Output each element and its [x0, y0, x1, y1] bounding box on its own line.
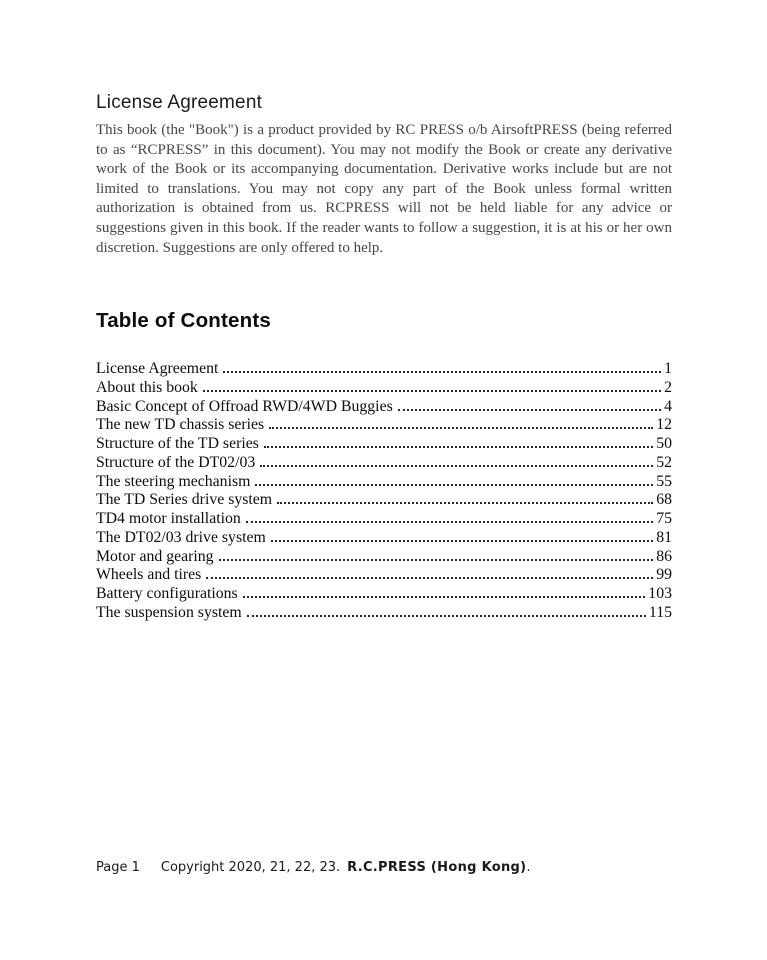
dot-leader: [255, 484, 653, 486]
dot-leader: [223, 371, 661, 373]
toc-entry-page: 68: [656, 491, 672, 509]
toc-entry[interactable]: [96, 435, 672, 454]
dot-leader: [264, 446, 653, 448]
toc-entry-title: The new TD chassis series: [96, 416, 265, 434]
page-footer: [96, 860, 530, 875]
dot-leader: [247, 615, 646, 617]
toc-entry-page: 1: [664, 360, 672, 377]
toc-entry-title: Wheels and tires: [96, 566, 202, 584]
toc-entry-title: Basic Concept of Offroad RWD/4WD Buggies: [96, 397, 393, 415]
table-of-contents-heading: Table of Contents: [96, 309, 271, 332]
toc-entry[interactable]: [96, 416, 672, 435]
toc-entry-title: TD4 motor installation: [96, 510, 241, 527]
toc-entry-title: Structure of the DT02/03: [96, 453, 256, 471]
toc-entry-page: 12: [656, 416, 672, 434]
toc-entry-title: The DT02/03 drive system: [96, 528, 266, 546]
dot-leader: [219, 559, 654, 561]
toc-entry-page: 86: [656, 547, 672, 565]
toc-entry-title: Battery configurations: [96, 585, 238, 602]
toc-entry-title: The steering mechanism: [96, 472, 251, 490]
toc-entry-page: 81: [656, 528, 672, 546]
toc-entry-page: 115: [648, 603, 672, 621]
toc-entry-page: 4: [664, 397, 672, 415]
toc-entry-page: 2: [664, 378, 672, 396]
dot-leader: [206, 577, 653, 579]
toc-entry[interactable]: [96, 491, 672, 510]
dot-leader: [260, 465, 653, 467]
dot-leader: [277, 502, 653, 504]
dot-leader: [246, 521, 653, 523]
toc-entry-page: 75: [656, 510, 672, 527]
dot-leader: [203, 390, 661, 392]
dot-leader: [271, 540, 653, 542]
footer-publisher: R.C.PRESS (Hong Kong): [347, 860, 527, 875]
toc-entry[interactable]: [96, 585, 672, 604]
toc-entry-page: 50: [656, 435, 672, 452]
footer-period: .: [526, 860, 531, 875]
footer-copyright: Copyright 2020, 21, 22, 23.: [160, 860, 341, 875]
toc-entry[interactable]: [96, 548, 672, 567]
toc-entry-page: 103: [648, 585, 672, 602]
toc-entry-title: Structure of the TD series: [96, 435, 259, 452]
toc-entry[interactable]: [96, 398, 672, 417]
toc-entry-page: 52: [656, 453, 672, 471]
footer-page-label: Page 1: [96, 860, 140, 875]
toc-entry[interactable]: [96, 510, 672, 529]
license-agreement-paragraph: This book (the "Book") is a product provided by RC PRESS o/b AirsoftPRESS (being referred to as “RCPRESS” in this document). You may not modify the Book or create any derivative work of the Book or its accompanying documentation. Derivative works include but are not limited to translations. You may not copy any part of the Book unless formal written authorization is obtained from us. RCPRESS will not be held liable for any advice or suggestions given in this book. If the reader wants to follow a suggestion, it is at his or her own discretion. Suggestions are only offered to help.: [96, 122, 672, 256]
toc-entry[interactable]: [96, 360, 672, 379]
toc-entry-title: Motor and gearing: [96, 547, 214, 565]
toc-entry[interactable]: [96, 454, 672, 473]
toc-entry[interactable]: [96, 529, 672, 548]
dot-leader: [269, 427, 653, 429]
toc-entry-title: The suspension system: [96, 603, 242, 621]
toc-entry-page: 55: [656, 472, 672, 490]
toc-entry-title: License Agreement: [96, 360, 219, 377]
table-of-contents-list: [96, 360, 672, 623]
toc-entry[interactable]: [96, 566, 672, 585]
toc-entry-title: The TD Series drive system: [96, 491, 273, 509]
toc-entry-page: 99: [656, 566, 672, 584]
toc-entry-title: About this book: [96, 378, 198, 396]
toc-entry[interactable]: [96, 379, 672, 398]
toc-entry[interactable]: [96, 473, 672, 492]
dot-leader: [398, 409, 661, 411]
license-agreement-heading: License Agreement: [96, 92, 263, 113]
dot-leader: [243, 596, 646, 598]
toc-entry[interactable]: [96, 604, 672, 623]
